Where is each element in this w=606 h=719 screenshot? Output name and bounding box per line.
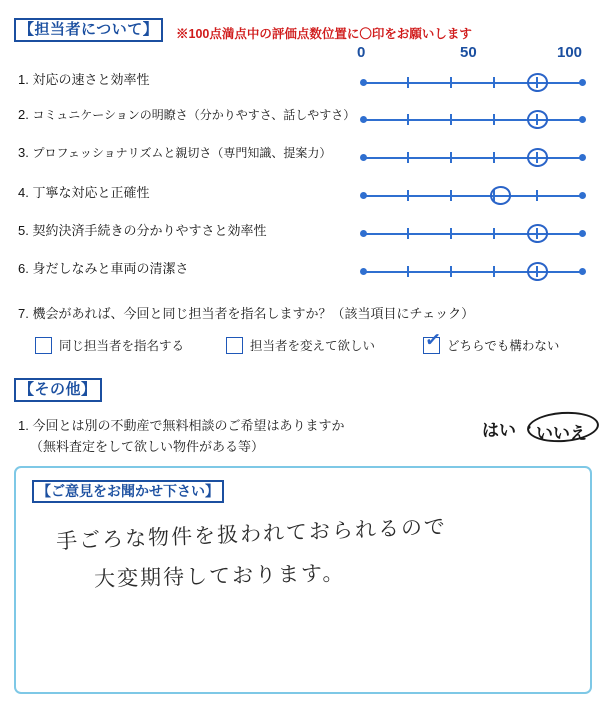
question8-line1: 1. 今回とは別の不動産で無料相談のご希望はありますか	[18, 418, 345, 433]
scale-endpoint-dot	[579, 116, 586, 123]
checkbox-icon-checked[interactable]	[423, 328, 442, 354]
scale-tick	[450, 152, 452, 163]
scale-tick	[493, 77, 495, 88]
scale-tick	[407, 228, 409, 239]
question-label: 3. プロフェッショナリズムと親切さ（専門知識、提案力）	[18, 145, 332, 160]
rating-scale[interactable]	[358, 263, 588, 281]
scale-label-max: 100	[557, 44, 583, 61]
answer-no[interactable]: いいえ	[536, 424, 587, 444]
rating-scale[interactable]	[358, 74, 588, 92]
checkbox-option-change-staff[interactable]	[226, 332, 375, 358]
scale-endpoint-dot	[360, 154, 367, 161]
rating-scale[interactable]	[358, 111, 588, 129]
question-row	[18, 179, 588, 215]
scale-instruction-note: ※100点満点中の評価点数位置に〇印をお願いします	[176, 27, 472, 41]
scale-tick	[407, 114, 409, 125]
section-heading-other	[14, 378, 102, 402]
scale-endpoint-dot	[579, 154, 586, 161]
scale-tick	[493, 114, 495, 125]
check-mark-icon: ✓	[423, 328, 442, 352]
scale-tick	[407, 77, 409, 88]
checkbox-label: 担当者を変えて欲しい	[250, 339, 376, 353]
scale-tick	[450, 266, 452, 277]
checkbox-icon[interactable]	[226, 337, 243, 354]
handwritten-circle-mark	[526, 109, 549, 131]
comment-box-title: 【ご意見をお聞かせ下さい】	[32, 480, 224, 503]
question7-options	[30, 328, 590, 358]
question-row	[18, 103, 588, 139]
question-row	[18, 255, 588, 291]
comment-box[interactable]	[14, 466, 592, 694]
rating-scale[interactable]	[358, 225, 588, 243]
section-heading-other-label: 【その他】	[14, 378, 102, 402]
scale-header	[352, 44, 590, 64]
scale-endpoint-dot	[360, 79, 367, 86]
handwritten-comment-line2: 大変期待しております。	[93, 560, 346, 592]
question-label: 2. コミュニケーションの明瞭さ（分かりやすさ、話しやすさ）	[18, 107, 356, 122]
question-row	[18, 66, 588, 102]
scale-tick	[493, 266, 495, 277]
handwritten-circle-mark	[526, 147, 549, 169]
question-label: 4. 丁寧な対応と正確性	[18, 185, 150, 200]
scale-track	[364, 195, 580, 197]
question-label: 1. 対応の速さと効率性	[18, 72, 150, 87]
scale-tick	[493, 152, 495, 163]
scale-tick	[450, 114, 452, 125]
handwritten-circle-mark	[489, 185, 512, 207]
question-label: 5. 契約決済手続きの分かりやすさと効率性	[18, 223, 267, 238]
scale-tick	[407, 190, 409, 201]
question8-line2: （無料査定をして欲しい物件がある等）	[30, 439, 265, 454]
section-heading-staff	[14, 18, 163, 42]
rating-scale[interactable]	[358, 187, 588, 205]
scale-endpoint-dot	[579, 230, 586, 237]
scale-endpoint-dot	[360, 116, 367, 123]
scale-endpoint-dot	[579, 268, 586, 275]
handwritten-circle-mark	[526, 72, 549, 94]
question7-label: 7. 機会があれば、今回と同じ担当者を指名しますか？（該当項目にチェック）	[18, 306, 475, 321]
scale-label-mid: 50	[460, 44, 477, 61]
question-row	[18, 217, 588, 253]
scale-endpoint-dot	[579, 192, 586, 199]
checkbox-option-same-staff[interactable]	[35, 332, 184, 358]
scale-endpoint-dot	[579, 79, 586, 86]
checkbox-label: どちらでも構わない	[447, 339, 560, 353]
checkbox-option-either[interactable]	[423, 328, 560, 358]
scale-tick	[450, 228, 452, 239]
scale-tick	[450, 77, 452, 88]
handwritten-comment-line1: 手ごろな物件を扱われておられるので	[55, 514, 448, 554]
question-row	[18, 141, 588, 177]
section-heading-staff-label: 【担当者について】	[14, 18, 163, 42]
scale-endpoint-dot	[360, 230, 367, 237]
rating-scale[interactable]	[358, 149, 588, 167]
handwritten-circle-mark-no	[526, 410, 600, 445]
checkbox-icon[interactable]	[35, 337, 52, 354]
scale-tick	[450, 190, 452, 201]
scale-tick	[536, 190, 538, 201]
scale-label-min: 0	[357, 44, 366, 61]
answer-yes[interactable]: はい	[482, 421, 516, 441]
scale-tick	[407, 266, 409, 277]
scale-endpoint-dot	[360, 268, 367, 275]
handwritten-circle-mark	[526, 223, 549, 245]
scale-tick	[493, 228, 495, 239]
handwritten-circle-mark	[526, 261, 549, 283]
checkbox-label: 同じ担当者を指名する	[59, 339, 185, 353]
scale-tick	[407, 152, 409, 163]
question-label: 6. 身だしなみと車両の清潔さ	[18, 261, 189, 276]
answer-separator: ・	[522, 421, 536, 437]
scale-endpoint-dot	[360, 192, 367, 199]
